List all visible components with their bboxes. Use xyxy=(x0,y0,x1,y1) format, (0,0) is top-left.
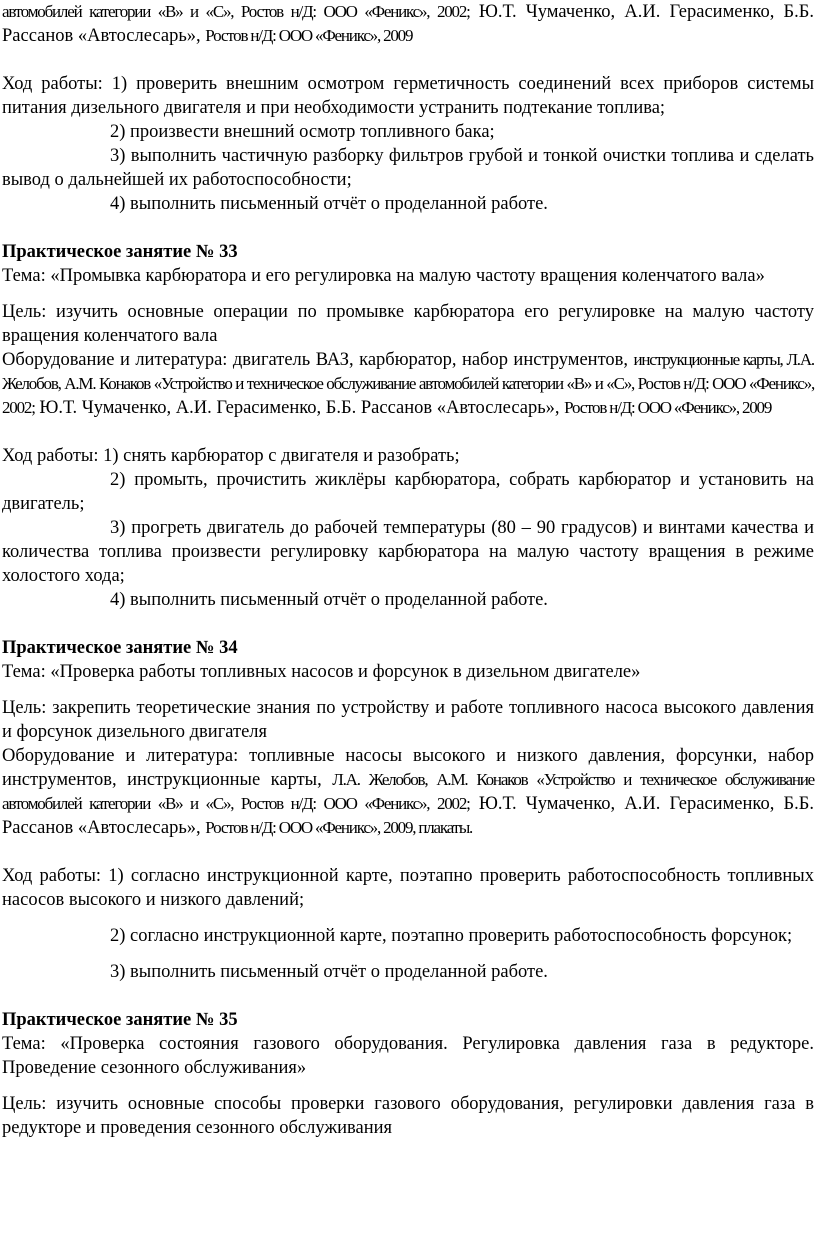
literature-continuation xyxy=(2,0,814,48)
lesson-heading: Практическое занятие № 33 xyxy=(2,242,238,262)
literature-part: автомобилей категории «В» и «С», Ростов н/Д: ООО «Феникс», 2002; xyxy=(2,2,470,21)
work-step: 2) произвести внешний осмотр топливного бака; xyxy=(110,122,495,142)
work-step: 2) промыть, прочистить жиклёры карбюратора, собрать карбюратор и установить на двигатель; xyxy=(2,470,814,514)
previous-lesson-continuation xyxy=(2,0,814,216)
equipment-part: инструкционные карты, Л.А. Желобов, А.М. Конаков «Устройство и техническое обслуживание автомобилей категории «В» и «С», Ростов н/Д: ООО «Феникс», 2002; xyxy=(2,350,814,417)
work-steps-intro: Ход работы: 1) согласно инструкционной карте, поэтапно проверить работоспособность топливных насосов высокого и низкого давлений; xyxy=(2,866,814,910)
work-step: 4) выполнить письменный отчёт о проделанной работе. xyxy=(110,194,548,214)
lesson-heading: Практическое занятие № 34 xyxy=(2,638,238,658)
work-steps-intro: Ход работы: 1) снять карбюратор с двигателя и разобрать; xyxy=(2,446,460,466)
lesson-34 xyxy=(2,636,814,984)
lesson-33 xyxy=(2,240,814,612)
equipment-part: Ю.Т. Чумаченко, А.И. Герасименко, Б.Б. Рассанов «Автослесарь», xyxy=(34,398,565,418)
work-step: 3) выполнить частичную разборку фильтров грубой и тонкой очистки топлива и сделать вывод о дальнейшей их работоспособности; xyxy=(2,146,814,190)
lesson-goal: Цель: изучить основные способы проверки газового оборудования, регулировки давления газа в редукторе и проведения сезонного обслуживания xyxy=(2,1094,814,1138)
lesson-heading: Практическое занятие № 35 xyxy=(2,1010,238,1030)
lesson-goal: Цель: закрепить теоретические знания по устройству и работе топливного насоса высокого давления и форсунок дизельного двигателя xyxy=(2,698,814,742)
equipment-part: Ю.Т. Чумаченко, А.И. Герасименко, Б.Б. Рассанов «Автослесарь», xyxy=(2,794,814,838)
equipment-part: Оборудование и литература: двигатель ВАЗ, карбюратор, набор инструментов, xyxy=(2,350,634,370)
lesson-equipment xyxy=(2,348,814,420)
equipment-part: Оборудование и литература: топливные насосы высокого и низкого давления, форсунки, набор инструментов, инструкционные карты, xyxy=(2,746,814,790)
lesson-goal: Цель: изучить основные операции по промывке карбюратора его регулировке на малую частоту вращения коленчатого вала xyxy=(2,302,814,346)
work-step: 4) выполнить письменный отчёт о проделанной работе. xyxy=(110,590,548,610)
lesson-topic: Тема: «Промывка карбюратора и его регулировка на малую частоту вращения коленчатого вала» xyxy=(2,266,765,286)
equipment-part: Ростов н/Д: ООО «Феникс», 2009, плакаты. xyxy=(205,818,473,837)
lesson-topic: Тема: «Проверка работы топливных насосов и форсунок в дизельном двигателе» xyxy=(2,662,641,682)
literature-part: Ростов н/Д: ООО «Феникс», 2009 xyxy=(205,26,413,45)
lesson-equipment xyxy=(2,744,814,840)
equipment-part: Ростов н/Д: ООО «Феникс», 2009 xyxy=(564,398,772,417)
literature-part: Ю.Т. Чумаченко, А.И. Герасименко, Б.Б. Рассанов «Автослесарь», xyxy=(2,2,814,46)
work-step: 3) прогреть двигатель до рабочей температуры (80 – 90 градусов) и винтами качества и количества топлива произвести регулировку карбюратора на малую частоту вращения в режиме холостого хода; xyxy=(2,518,814,586)
lesson-35 xyxy=(2,1008,814,1140)
work-steps-intro: Ход работы: 1) проверить внешним осмотром герметичность соединений всех приборов системы питания дизельного двигателя и при необходимости устранить подтекание топлива; xyxy=(2,74,814,118)
work-step: 2) согласно инструкционной карте, поэтапно проверить работоспособность форсунок; xyxy=(110,926,793,946)
work-step: 3) выполнить письменный отчёт о проделанной работе. xyxy=(110,962,548,982)
lesson-topic: Тема: «Проверка состояния газового оборудования. Регулировка давления газа в редукторе. Проведение сезонного обслуживания» xyxy=(2,1034,814,1078)
equipment-part: Л.А. Желобов, А.М. Конаков «Устройство и техническое обслуживание автомобилей категории «В» и «С», Ростов н/Д: ООО «Феникс», 2002; xyxy=(2,770,814,813)
